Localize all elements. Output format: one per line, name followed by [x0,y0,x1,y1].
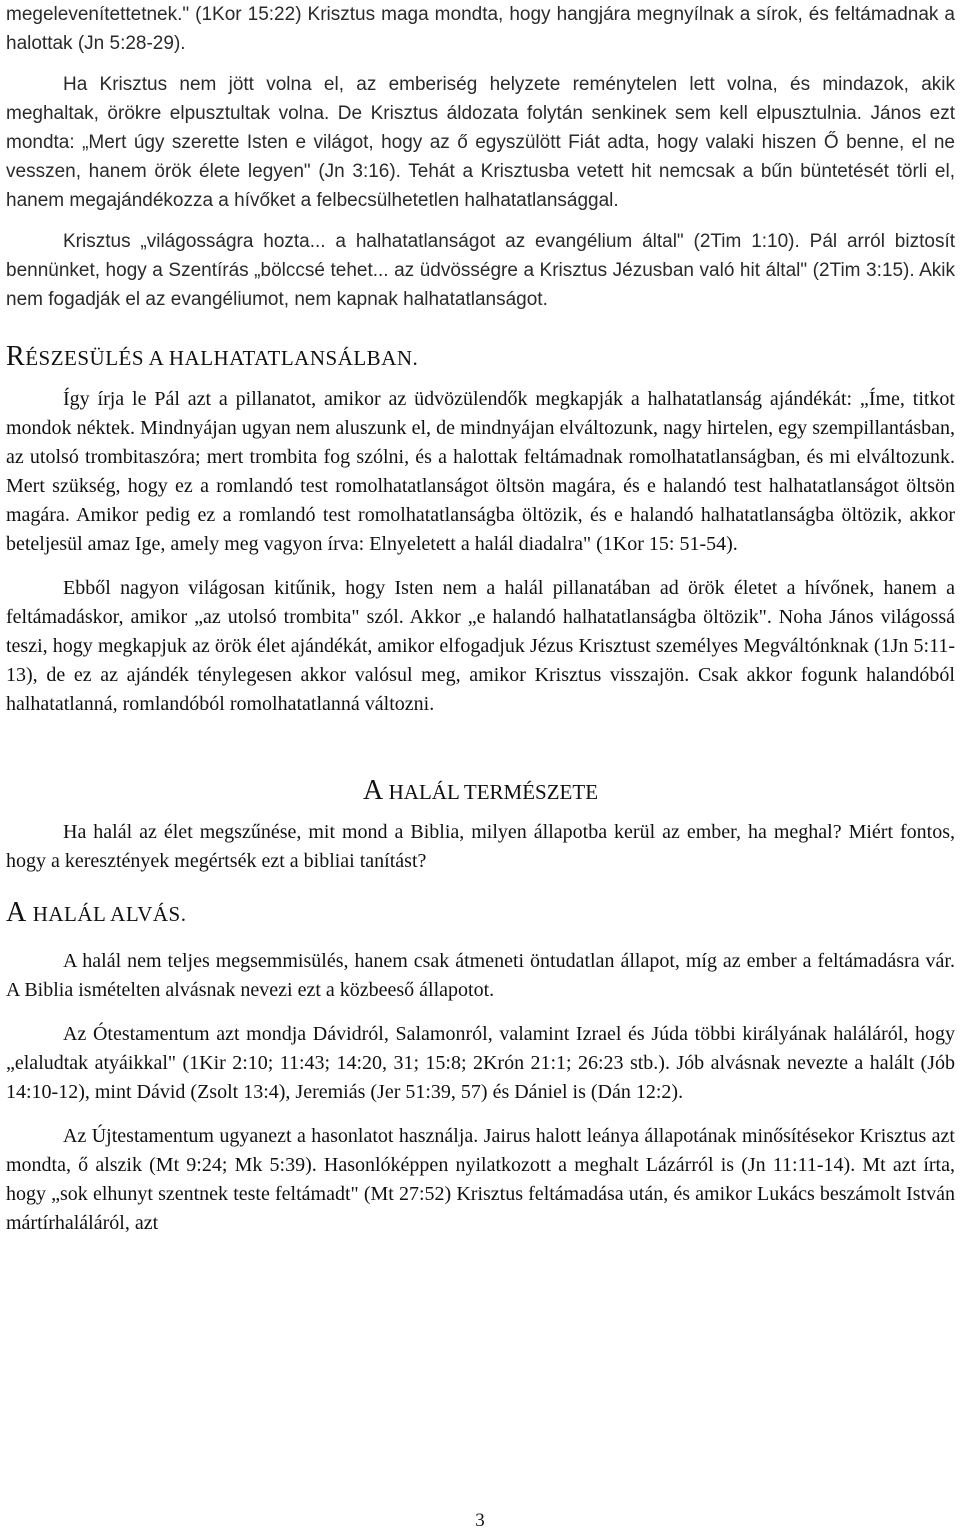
paragraph-death-not-annihilation: A halál nem teljes megsemmisülés, hanem csak átmeneti öntudatlan állapot, míg az ember a feltámadásra vár. A Biblia ismételten alvásnak nevezi ezt a közbeeső állapotot. [6,950,955,1001]
paragraph-christ-sacrifice: Ha Krisztus nem jött volna el, az emberiség helyzete reménytelen lett volna, és mindazok, akik meghaltak, örökre elpusztultak volna. De Krisztus áldozata folytán senkinek sem kell elpusztulnia. János ezt mondta: „Mert úgy szerette Isten e világot, hogy az ő egyszülött Fiát adta, hogy valaki hiszen Ő benne, el ne vesszen, hanem örök élete legyen" (Jn 3:16). Tehát a Krisztusba vetett hit nemcsak a bűn büntetését törli el, hanem megajándékozza a hívőket a felbecsülhetetlen halhatatlansággal. [6,74,955,211]
document-page [6,0,955,1238]
heading-receiving-immortality: RÉSZESÜLÉS A HALHATATLANSÁLBAN. [6,341,419,372]
paragraph-intro: megelevenítettetnek." (1Kor 15:22) Krisztus maga mondta, hogy hangjára megnyílnak a sírok, és feltámadnak a halottak (Jn 5:28-29). [6,4,955,54]
heading-nature-of-death: A HALÁL TERMÉSZETE [362,775,599,806]
paragraph-resurrection-gift: Ebből nagyon világosan kitűnik, hogy Isten nem a halál pillanatában ad örök életet a hívőnek, hanem a feltámadáskor, amikor „az utolsó trombita" szól. Akkor „e halandó halhatatlanságba öltözik". Noha János világossá teszi, hogy megkapjuk az örök élet ajándékát, amikor elfogadjuk Jézus Krisztust személyes Megváltónknak (1Jn 5:11-13), de ez az ajándék ténylegesen akkor valósul meg, amikor Krisztus visszajön. Csak akkor fogunk halandóból halhatatlanná, romlandóból romolhatatlanná változni. [6,577,955,715]
paragraph-new-testament: Az Újtestamentum ugyanezt a hasonlatot használja. Jairus halott leánya állapotának minősítésekor Krisztus azt mondta, ő alszik (Mt 9:24; Mk 5:39). Hasonlóképpen nyilatkozott a meghalt Lázárról is (Jn 11:11-14). Mt azt írta, hogy „sok elhunyt szentnek teste feltámadt" (Mt 27:52) Krisztus feltámadása után, és amikor Lukács beszámolt István mártírhaláláról, azt [6,1125,955,1234]
paragraph-light-immortality: Krisztus „világosságra hozta... a halhatatlanságot az evangélium által" (2Tim 1:10). Pál arról biztosít bennünket, hogy a Szentírás „bölccsé tehet... az üdvösségre a Krisztus Jézusban való hit által" (2Tim 3:15). Akik nem fogadják el az evangéliumot, nem kapnak halhatatlanságot. [6,231,955,310]
heading-death-sleep: A HALÁL ALVÁS. [6,897,187,928]
paragraph-old-testament: Az Ótestamentum azt mondja Dávidról, Salamonról, valamint Izrael és Júda többi királyának haláláról, hogy „elaludtak atyáikkal" (1Kir 2:10; 11:43; 14:20, 31; 15:8; 2Krón 21:1; 26:23 stb.). Jób alvásnak nevezte a halált (Jób 14:10-12), mint Dávid (Zsolt 13:4), Jeremiás (Jer 51:39, 57) és Dániel is (Dán 12:2). [6,1023,955,1103]
page-number: 3 [475,1510,485,1531]
paragraph-paul-moment: Így írja le Pál azt a pillanatot, amikor az üdvözülendők megkapják a halhatatlanság ajándékát: „Íme, titkot mondok néktek. Mindnyájan ugyan nem aluszunk el, de mindnyájan elváltozunk, nagy hirtelen, egy szempillantásban, az utolsó trombitaszóra; mert trombita fog szólni, és a halottak feltámadnak romolhatatlanságban, és mi elváltozunk. Mert szükség, hogy ez a romlandó test romolhatatlanságot öltsön magára, és e halandó test halhatatlanságot öltsön magára. Amikor pedig ez a romlandó test romolhatatlanságba öltözik, és e halandó halhatatlanságba öltözik, akkor beteljesül amaz Ige, amely meg vagyon írva: Elnyeletett a halál diadalra" (1Kor 15: 51-54). [6,388,955,555]
paragraph-question: Ha halál az élet megszűnése, mit mond a Biblia, milyen állapotba kerül az ember, ha meghal? Miért fontos, hogy a keresztények megértsék ezt a bibliai tanítást? [6,821,955,872]
